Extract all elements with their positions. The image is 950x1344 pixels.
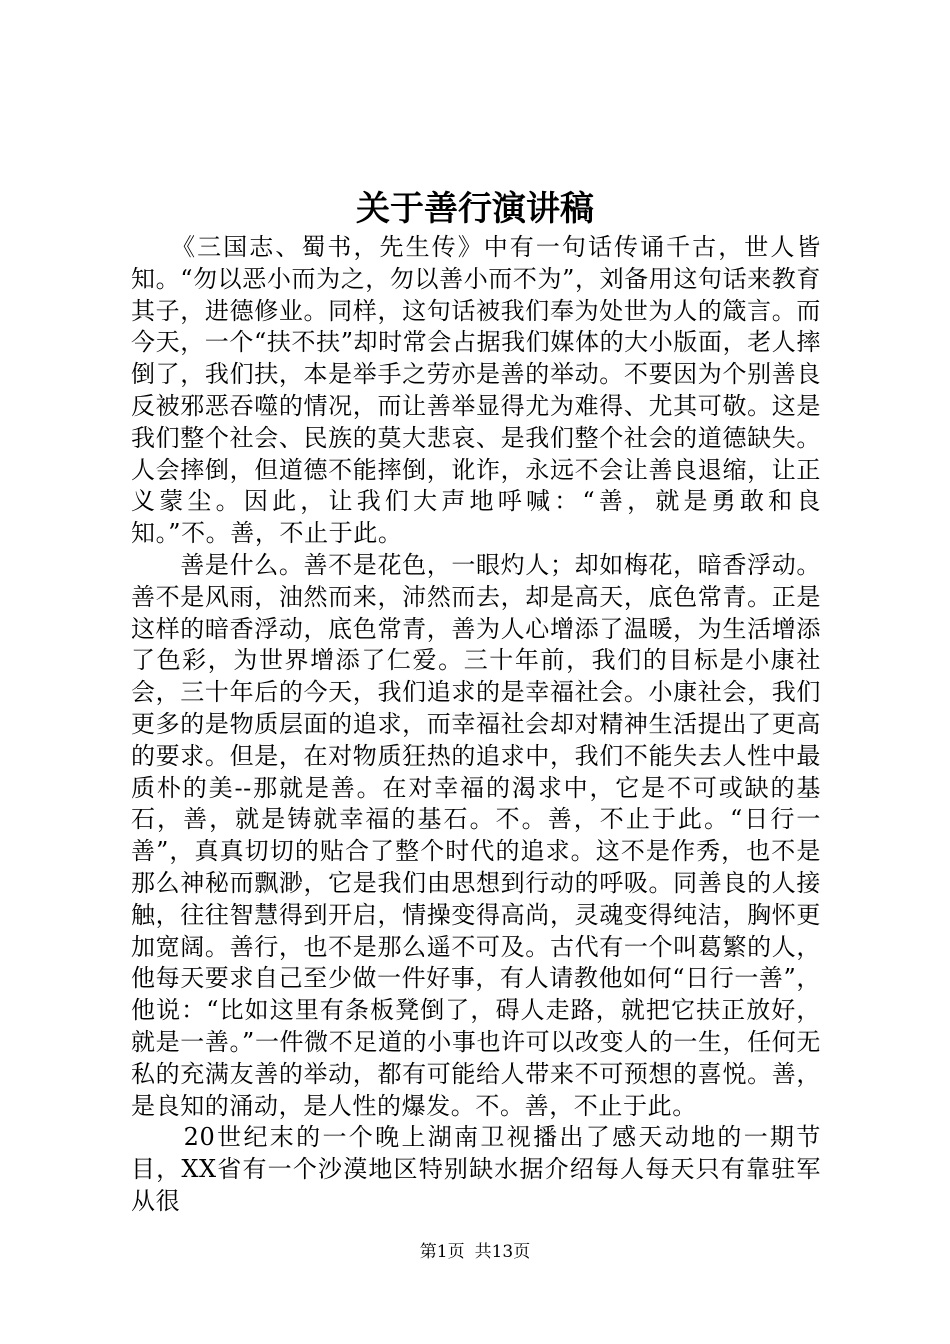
document-title: 关于善行演讲稿 xyxy=(356,189,594,229)
paragraph-3: 20世纪末的一个晚上湖南卫视播出了感天动地的一期节目，XX省有一个沙漠地区特别缺水据介绍每人每天只有靠驻军从很 xyxy=(131,1123,821,1215)
page-number-current: 第1页 xyxy=(419,1242,465,1262)
document-body xyxy=(131,232,821,1218)
page-number-total: 共13页 xyxy=(474,1242,531,1262)
paragraph-2: 善是什么。善不是花色，一眼灼人；却如梅花，暗香浮动。善不是风雨，油然而来，沛然而去，却是高天，底色常青。正是这样的暗香浮动，底色常青，善为人心增添了温暖，为生活增添了色彩，为世界增添了仁爱。三十年前，我们的目标是小康社会，三十年后的今天，我们追求的是幸福社会。小康社会，我们更多的是物质层面的追求，而幸福社会却对精神生活提出了更高的要求。但是，在对物质狂热的追求中，我们不能失去人性中最质朴的美--那就是善。在对幸福的渴求中，它是不可或缺的基石，善，就是铸就幸福的基石。不。善，不止于此。“日行一善”，真真切切的贴合了整个时代的追求。这不是作秀，也不是那么神秘而飘渺，它是我们由思想到行动的呼吸。同善良的人接触，往往智慧得到开启，情操变得高尚，灵魂变得纯洁，胸怀更加宽阔。善行，也不是那么遥不可及。古代有一个叫葛繁的人，他每天要求自己至少做一件好事，有人请教他如何“日行一善”，他说：“比如这里有条板凳倒了，碍人走路，就把它扶正放好，就是一善。”一件微不足道的小事也许可以改变人的一生，任何无私的充满友善的举动，都有可能给人带来不可预想的喜悦。善，是良知的涌动，是人性的爆发。不。善，不止于此。 xyxy=(131,550,821,1120)
page-footer xyxy=(0,1240,950,1264)
paragraph-1: 《三国志、蜀书，先生传》中有一句话传诵千古，世人皆知。“勿以恶小而为之，勿以善小而不为”，刘备用这句话来教育其子，进德修业。同样，这句话被我们奉为处世为人的箴言。而今天，一个“扶不扶”却时常会占据我们媒体的大小版面，老人摔倒了，我们扶，本是举手之劳亦是善的举动。不要因为个别善良反被邪恶吞噬的情况，而让善举显得尤为难得、尤其可敬。这是我们整个社会、民族的莫大悲哀、是我们整个社会的道德缺失。人会摔倒，但道德不能摔倒，讹诈，永远不会让善良退缩，让正义蒙尘。因此，让我们大声地呼喊：“善，就是勇敢和良知。”不。善，不止于此。 xyxy=(131,233,821,548)
